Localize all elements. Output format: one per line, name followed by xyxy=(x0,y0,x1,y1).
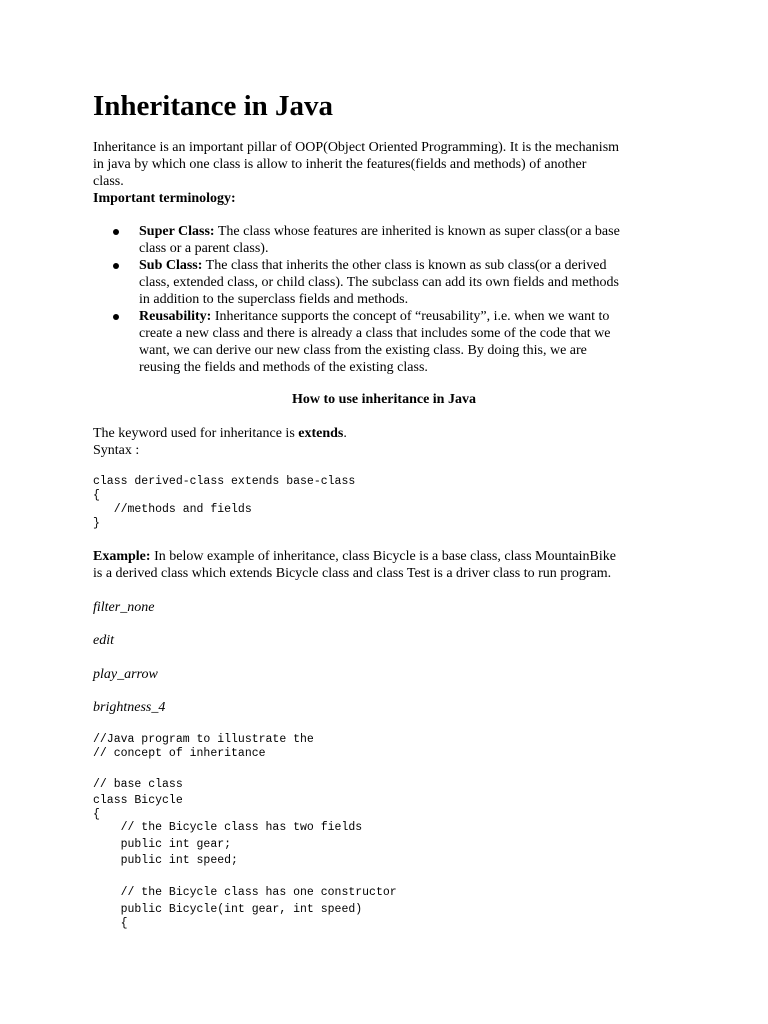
code-line: public int speed; xyxy=(93,854,238,867)
play-arrow-icon-label: play_arrow xyxy=(93,667,158,682)
code-line: //methods and fields xyxy=(93,503,252,516)
code-line: public int gear; xyxy=(93,838,232,851)
code-line: public Bicycle(int gear, int speed) xyxy=(93,903,363,916)
keyword-line xyxy=(93,425,347,442)
code-line: { xyxy=(93,489,100,502)
bullet-sub-class-line-2: class, extended class, or child class). The subclass can add its own fields and methods xyxy=(139,275,619,290)
code-line: // the Bicycle class has two fields xyxy=(93,821,363,834)
intro-line-2: in java by which one class is allow to inherit the features(fields and methods) of another xyxy=(93,157,587,172)
bullet-marker xyxy=(113,229,119,235)
code-line: { xyxy=(93,808,100,821)
example-text: In below example of inheritance, class Bicycle is a base class, class MountainBike xyxy=(154,549,616,564)
filter-none-icon-label: filter_none xyxy=(93,600,155,615)
code-line: class Bicycle xyxy=(93,794,183,807)
page-title: Inheritance in Java xyxy=(93,90,334,122)
bullet-marker xyxy=(113,314,119,320)
example-label: Example: xyxy=(93,549,151,564)
bullet-sub-class-line-3: in addition to the superclass fields and methods. xyxy=(139,292,409,307)
section-heading-how-to: How to use inheritance in Java xyxy=(292,392,476,407)
example-line-1 xyxy=(93,548,616,565)
bullet-text: The class that inherits the other class is known as sub class(or a derived xyxy=(205,258,607,273)
code-line: { xyxy=(93,917,128,930)
syntax-label: Syntax : xyxy=(93,443,140,458)
bullet-reusability-line-1 xyxy=(139,308,609,325)
bullet-super-class-line-2: class or a parent class). xyxy=(139,241,269,256)
bullet-term: Sub Class: xyxy=(139,258,203,273)
keyword: extends xyxy=(298,426,344,441)
bullet-sub-class-line-1 xyxy=(139,257,607,274)
code-line: // the Bicycle class has one constructor xyxy=(93,886,397,899)
bullet-reusability-line-3: want, we can derive our new class from the existing class. By doing this, we are xyxy=(139,343,587,358)
brightness-icon-label: brightness_4 xyxy=(93,700,166,715)
keyword-prefix: The keyword used for inheritance is xyxy=(93,426,299,441)
bullet-text: Inheritance supports the concept of “reusability”, i.e. when we want to xyxy=(214,309,610,324)
code-line: class derived-class extends base-class xyxy=(93,475,356,488)
code-line: // concept of inheritance xyxy=(93,747,266,760)
keyword-suffix: . xyxy=(343,426,347,441)
bullet-term: Super Class: xyxy=(139,224,215,239)
intro-line-3: class. xyxy=(93,174,124,189)
terminology-heading: Important terminology: xyxy=(93,191,236,206)
bullet-reusability-line-4: reusing the fields and methods of the existing class. xyxy=(139,360,428,375)
intro-line-1: Inheritance is an important pillar of OOP(Object Oriented Programming). It is the mechanism xyxy=(93,140,620,155)
bullet-super-class-line-1 xyxy=(139,223,620,240)
bullet-text: The class whose features are inherited is known as super class(or a base xyxy=(217,224,620,239)
edit-icon-label: edit xyxy=(93,633,114,648)
code-line: // base class xyxy=(93,778,183,791)
bullet-marker xyxy=(113,263,119,269)
code-line: } xyxy=(93,517,100,530)
code-line: //Java program to illustrate the xyxy=(93,733,314,746)
bullet-term: Reusability: xyxy=(139,309,212,324)
bullet-reusability-line-2: create a new class and there is already a class that includes some of the code that we xyxy=(139,326,611,341)
example-line-2: is a derived class which extends Bicycle class and class Test is a driver class to run program. xyxy=(93,566,612,581)
